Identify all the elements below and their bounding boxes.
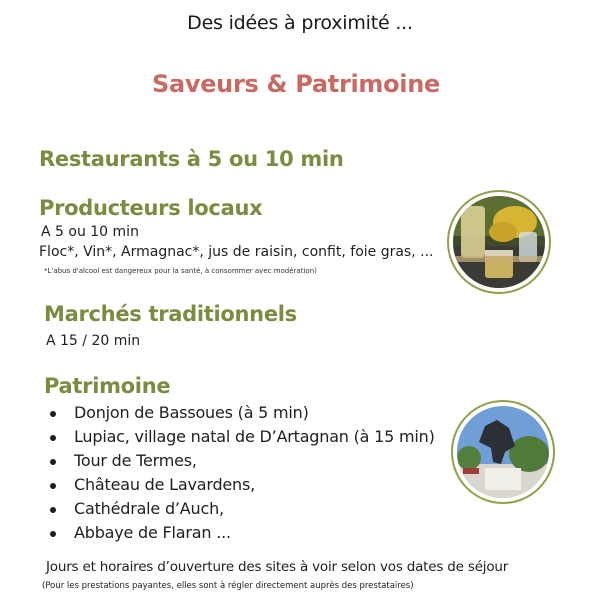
producteurs-distance: A 5 ou 10 min: [41, 224, 139, 240]
list-item: Cathédrale d’Auch,: [48, 497, 435, 521]
producteurs-photo: [447, 190, 551, 294]
heading-marches: Marchés traditionnels: [44, 302, 297, 326]
local-products-image: [453, 196, 545, 288]
list-item: Donjon de Bassoues (à 5 min): [48, 401, 435, 425]
heading-restaurants: Restaurants à 5 ou 10 min: [39, 147, 344, 171]
marches-distance: A 15 / 20 min: [46, 333, 141, 349]
bullet-icon: [50, 459, 56, 465]
footer-subnote: (Pour les prestations payantes, elles sont à régler directement auprès des prestataires): [42, 581, 414, 591]
patrimoine-photo: [451, 400, 555, 504]
heading-patrimoine: Patrimoine: [44, 374, 171, 398]
list-item: Tour de Termes,: [48, 449, 435, 473]
bullet-icon: [50, 507, 56, 513]
bullet-icon: [50, 411, 56, 417]
page-title: Saveurs & Patrimoine: [151, 70, 440, 98]
bullet-icon: [50, 435, 56, 441]
intro-text: Des idées à proximité ...: [187, 12, 413, 34]
patrimoine-list: [48, 401, 435, 545]
list-item: Château de Lavardens,: [48, 473, 435, 497]
list-item: Abbaye de Flaran ...: [48, 521, 435, 545]
list-item: Lupiac, village natal de D’Artagnan (à 15 min): [48, 425, 435, 449]
bullet-icon: [50, 531, 56, 537]
bullet-icon: [50, 483, 56, 489]
heading-producteurs: Producteurs locaux: [39, 196, 263, 220]
producteurs-products: Floc*, Vin*, Armagnac*, jus de raisin, confit, foie gras, ...: [39, 244, 434, 260]
footer-note: Jours et horaires d’ouverture des sites à voir selon vos dates de séjour: [46, 559, 509, 575]
statue-image: [457, 406, 549, 498]
alcohol-disclaimer: *L'abus d'alcool est dangereux pour la santé, à consommer avec modération): [44, 267, 317, 275]
